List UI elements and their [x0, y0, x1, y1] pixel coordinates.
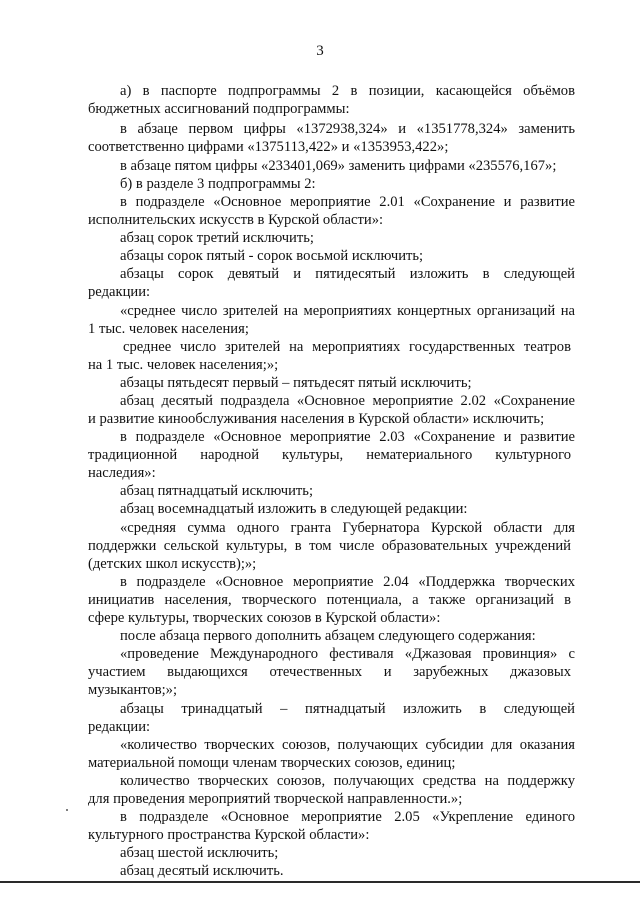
- text-line: поддержки сельской культуры, в том числе образовательных учреждений: [88, 538, 571, 554]
- text-line: сфере культуры, творческих союзов в Курской области»:: [88, 610, 441, 626]
- text-line: «проведение Международного фестиваля «Джазовая провинция» с: [120, 646, 575, 662]
- text-line: абзацы сорок девятый и пятидесятый изложить в следующей: [120, 266, 575, 282]
- text-line: и развитие кинообслуживания населения в Курской области» исключить;: [88, 411, 545, 427]
- text-line: в подразделе «Основное мероприятие 2.05 «Укрепление единого: [120, 809, 575, 825]
- text-line: абзац десятый исключить.: [120, 863, 284, 879]
- text-line: 1 тыс. человек населения;: [88, 321, 249, 337]
- text-line: абзац сорок третий исключить;: [120, 230, 314, 246]
- text-line: абзацы тринадцатый – пятнадцатый изложить в следующей: [120, 701, 575, 717]
- text-line: в абзаце первом цифры «1372938,324» и «1351778,324» заменить: [120, 121, 575, 137]
- text-line: редакции:: [88, 719, 151, 735]
- text-line: абзацы сорок пятый - сорок восьмой исключить;: [120, 248, 424, 264]
- text-line: участием выдающихся отечественных и зарубежных джазовых: [88, 664, 571, 680]
- text-line: б) в разделе 3 подпрограммы 2:: [120, 176, 316, 192]
- text-line: редакции:: [88, 284, 151, 300]
- scan-speck: [66, 809, 68, 811]
- text-line: соответственно цифрами «1375113,422» и «1353953,422»;: [88, 139, 449, 155]
- text-line: на 1 тыс. человек населения;»;: [88, 357, 279, 373]
- text-line: бюджетных ассигнований подпрограммы:: [88, 101, 350, 117]
- text-line: традиционной народной культуры, нематериального культурного: [88, 447, 571, 463]
- text-line: в подразделе «Основное мероприятие 2.01 «Сохранение и развитие: [120, 194, 575, 210]
- text-line: в подразделе «Основное мероприятие 2.03 «Сохранение и развитие: [120, 429, 575, 445]
- text-line: наследия»:: [88, 465, 156, 481]
- text-line: абзац десятый подраздела «Основное мероприятие 2.02 «Сохранение: [120, 393, 575, 409]
- text-line: после абзаца первого дополнить абзацем следующего содержания:: [120, 628, 536, 644]
- page-number: 3: [316, 43, 324, 59]
- text-line: абзац пятнадцатый исключить;: [120, 483, 314, 499]
- text-line: музыкантов;»;: [88, 682, 178, 698]
- text-line: абзац восемнадцатый изложить в следующей редакции:: [120, 501, 468, 517]
- text-line: «среднее число зрителей на мероприятиях концертных организаций на: [120, 303, 575, 319]
- text-line: (детских школ искусств);»;: [88, 556, 257, 572]
- text-line: «средняя сумма одного гранта Губернатора Курской области для: [120, 520, 575, 536]
- text-line: а) в паспорте подпрограммы 2 в позиции, касающейся объёмов: [120, 83, 575, 99]
- text-line: количество творческих союзов, получающих средства на поддержку: [120, 773, 575, 789]
- text-line: культурного пространства Курской области»:: [88, 827, 370, 843]
- text-line: абзац шестой исключить;: [120, 845, 279, 861]
- text-line: инициатив населения, творческого потенциала, а также организаций в: [88, 592, 571, 608]
- text-line: абзацы пятьдесят первый – пятьдесят пятый исключить;: [120, 375, 472, 391]
- text-line: в подразделе «Основное мероприятие 2.04 «Поддержка творческих: [120, 574, 575, 590]
- text-line: «количество творческих союзов, получающих субсидии для оказания: [120, 737, 575, 753]
- text-line: среднее число зрителей на мероприятиях государственных театров: [123, 339, 571, 355]
- text-line: в абзаце пятом цифры «233401,069» заменить цифрами «235576,167»;: [120, 158, 557, 174]
- text-line: для проведения мероприятий творческой направленности.»;: [88, 791, 463, 807]
- text-line: исполнительских искусств в Курской области»:: [88, 212, 384, 228]
- text-line: материальной помощи членам творческих союзов, единиц;: [88, 755, 456, 771]
- page-bottom-rule: [0, 881, 640, 883]
